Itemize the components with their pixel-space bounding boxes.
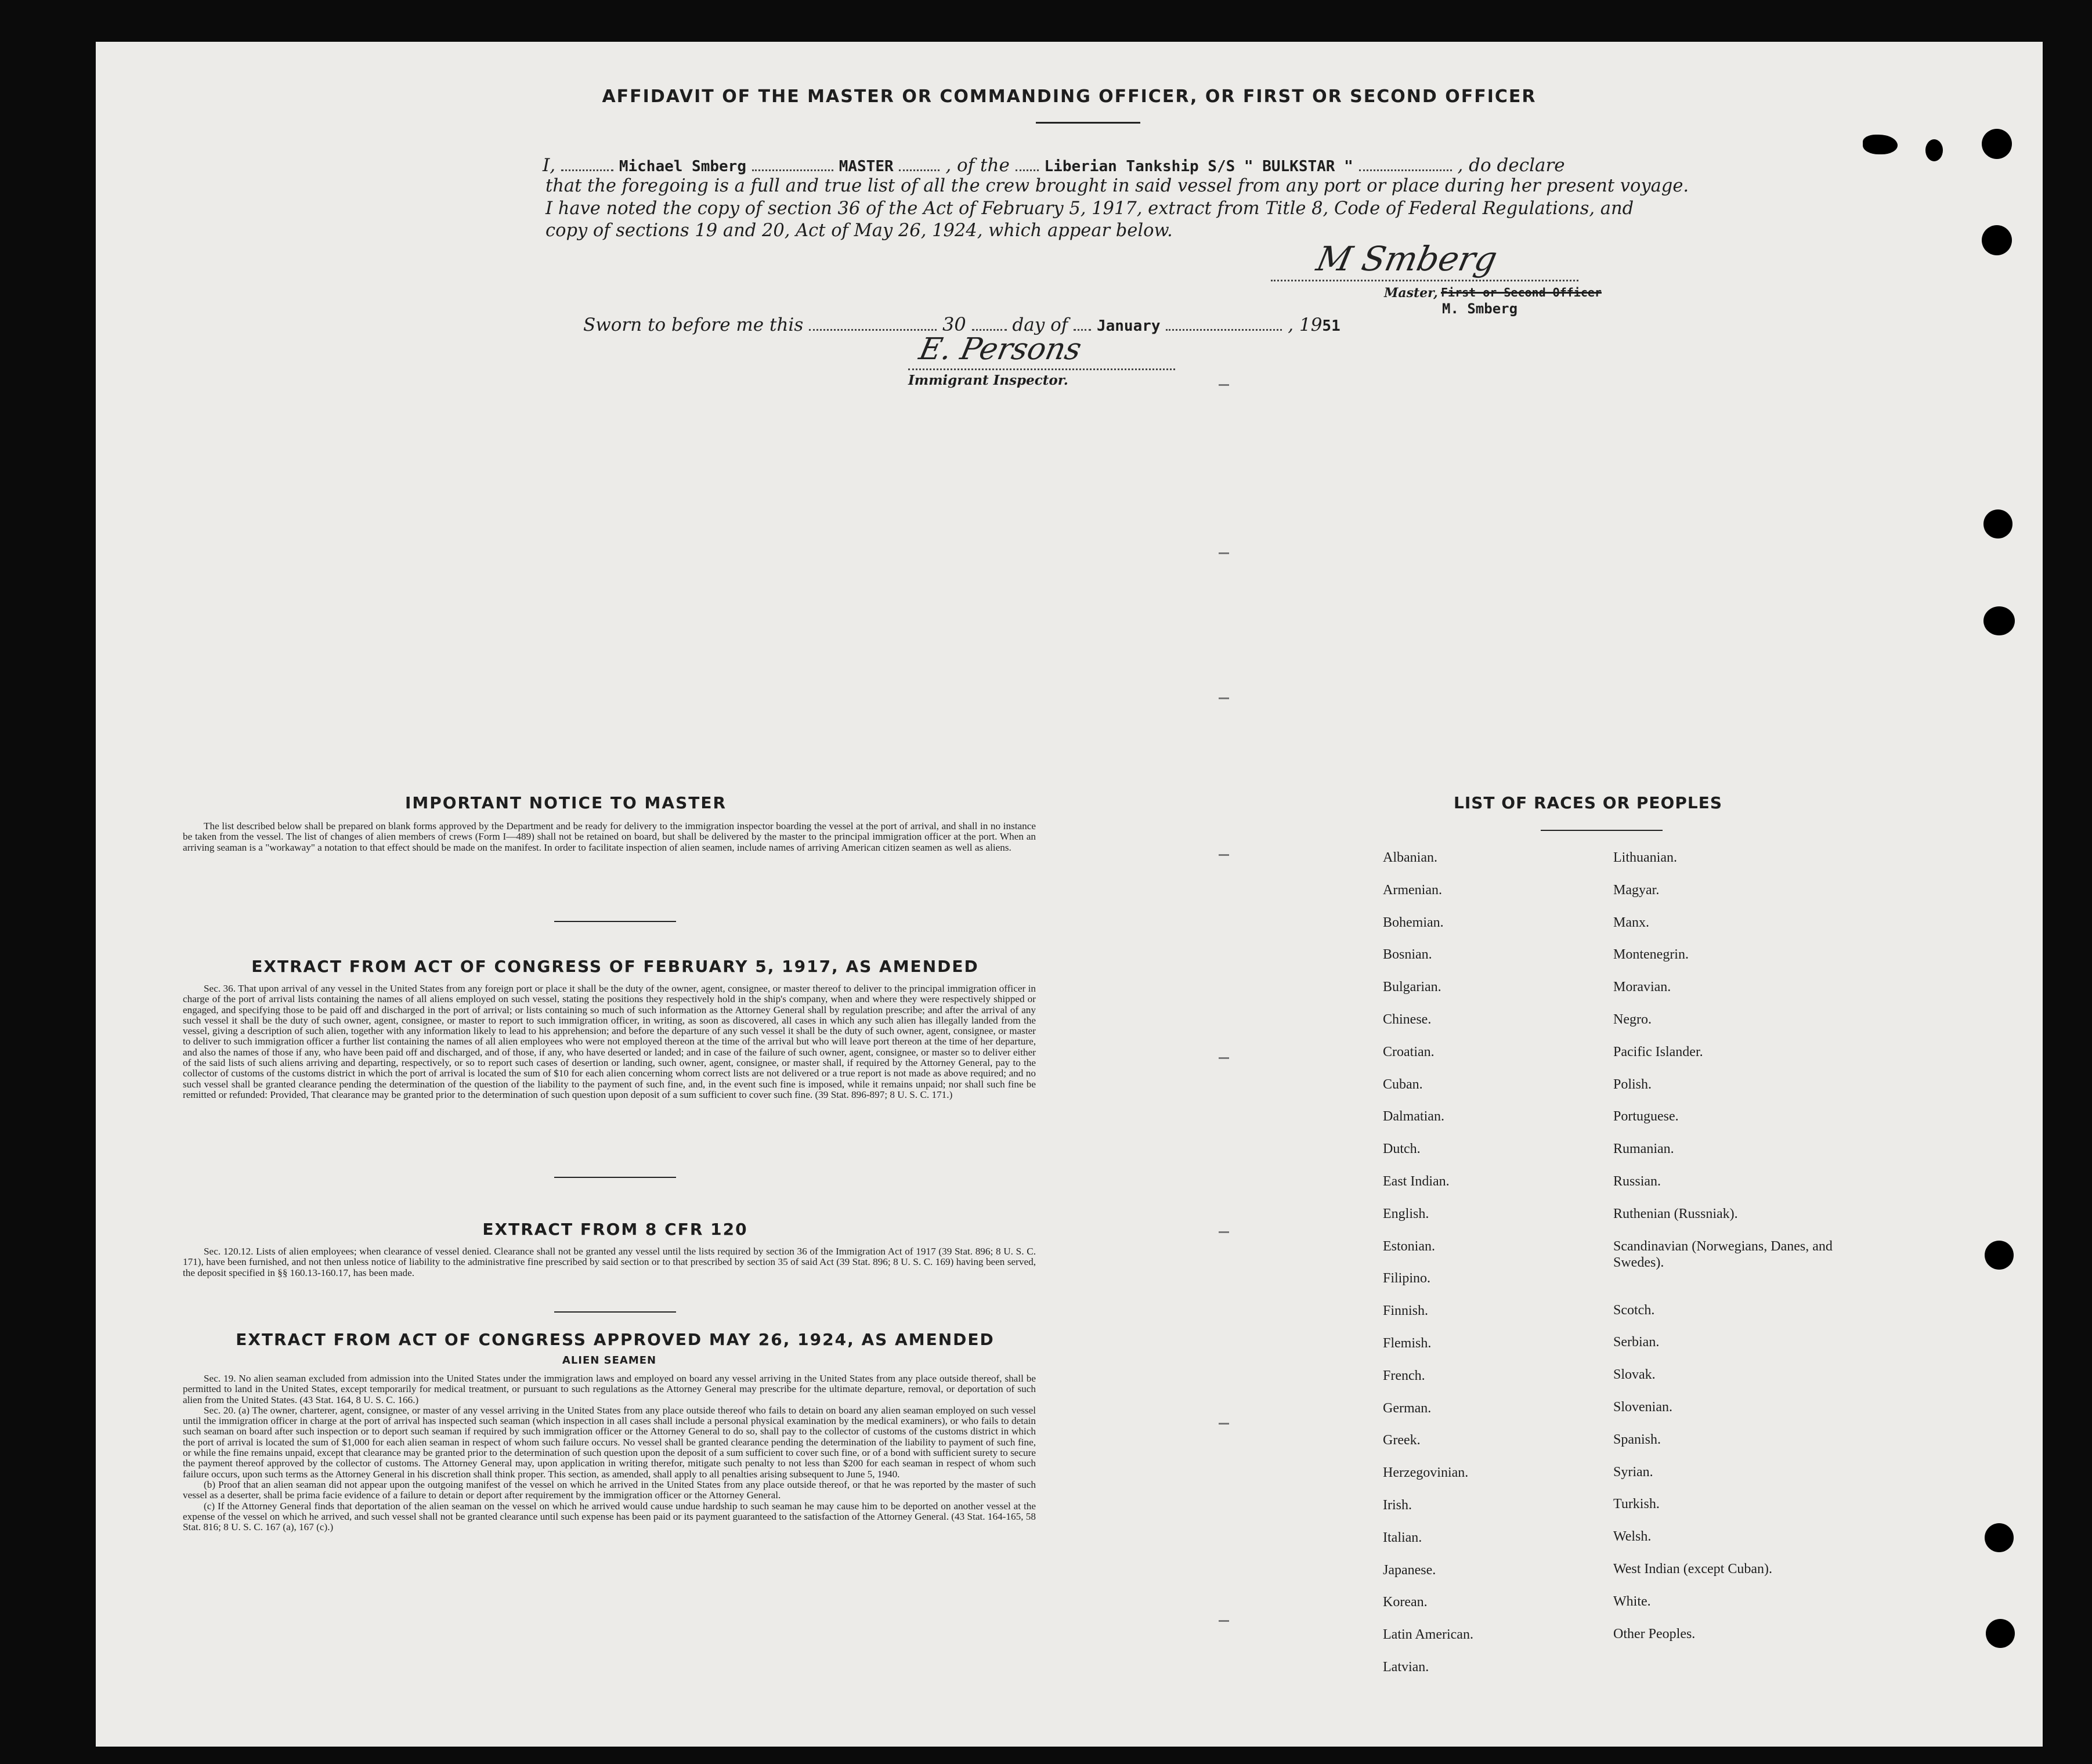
- punch-hole: [1983, 509, 2012, 538]
- race-item: Magyar.: [1613, 882, 1660, 898]
- section-rule: [554, 921, 676, 922]
- race-item: Turkish.: [1613, 1496, 1660, 1512]
- races-rule: [1541, 830, 1663, 831]
- i-label: I,: [543, 155, 556, 176]
- race-item: Lithuanian.: [1613, 850, 1677, 865]
- extract-1917-heading: EXTRACT FROM ACT OF CONGRESS OF FEBRUARY 5, 1917, AS AMENDED: [251, 957, 979, 976]
- race-item: Cuban.: [1383, 1076, 1423, 1092]
- extract-1924-heading: EXTRACT FROM ACT OF CONGRESS APPROVED MAY 26, 1924, AS AMENDED: [236, 1330, 995, 1349]
- race-item: Serbian.: [1613, 1335, 1660, 1350]
- title-rule: [1036, 122, 1140, 124]
- inspector-signature: E. Persons: [916, 332, 1085, 367]
- day-of-label: day of: [1012, 315, 1068, 335]
- races-heading: LIST OF RACES OR PEOPLES: [1454, 793, 1722, 812]
- struck-officer-text: First or Second Officer: [1441, 285, 1602, 299]
- race-item: Negro.: [1613, 1011, 1652, 1027]
- punch-hole: [1985, 1523, 2014, 1552]
- fold-mark: [1219, 1620, 1229, 1622]
- race-item: Filipino.: [1383, 1271, 1431, 1286]
- race-item: Estonian.: [1383, 1238, 1435, 1254]
- race-item: German.: [1383, 1400, 1432, 1416]
- document-page: [96, 42, 2043, 1747]
- race-item: Dalmatian.: [1383, 1109, 1444, 1125]
- master-label: Master,: [1384, 285, 1438, 301]
- race-item: Spanish.: [1613, 1432, 1661, 1447]
- dotted-fill: [1359, 152, 1452, 171]
- race-item: Manx.: [1613, 914, 1649, 930]
- fold-mark: [1219, 1057, 1229, 1059]
- race-item: English.: [1383, 1206, 1429, 1221]
- vessel-name: Liberian Tankship S/S " BULKSTAR ": [1044, 158, 1353, 175]
- master-rank: MASTER: [839, 158, 894, 175]
- extract-1917-paragraph: Sec. 36. That upon arrival of any vessel in the United States from any foreign port or place it shall be the duty of the owner, agent, consignee, or master thereof to deliver to the principal immigration officer in charge of the port of arrival lists containing the names of all aliens employed on such vessel, stating the positions they respectively hold in the ship's company, when and where they were respectively shipped or engaged, and specifying those to be paid off and discharged in the port of arrival; or lists containing so much of such information as the Attorney General shall by regulation prescribe; and after the arrival of any such vessel it shall be the duty of such owner, agent, consignee, or master to report to such immigration officer, in writing, as soon as discovered, all cases in which any such alien has illegally landed from the vessel, giving a description of such alien, together with any information likely to lead to his apprehension; and before the departure of any such vessel it shall be the duty of such owner, agent, consignee, or master to deliver to such immigration officer a further list containing the names of all alien employees who were not employed thereon at the time of the arrival but who will leave port thereon at the time of her departure, and also the names of those if any, who have been paid off and discharged, and of those, if any, who have deserted or landed; and in case of the failure of such owner, agent, consignee, or master so to deliver either of the said lists of such aliens arriving and departing, respectively, or so to report such cases of desertion or landing, such owner, agent, consignee, or master shall, if required by the Attorney General, pay to the collector of customs of the customs district in which the port of arrival is located the sum of $10 for each alien concerning whom correct lists are not delivered or a true report is not made as above required; and no such vessel shall be granted clearance pending the determination of the question of the liability to the payment of such fine, and, in the event such fine is imposed, while it remains unpaid; nor shall such fine be remitted or refunded: Provided, That clearance may be granted prior to the determination of such question upon deposit of a sum sufficient to cover such fine. (39 Stat. 896-897; 8 U. S. C. 171.): [183, 983, 1036, 1100]
- notice-heading: IMPORTANT NOTICE TO MASTER: [404, 793, 727, 812]
- sec-20a-paragraph: Sec. 20. (a) The owner, charterer, agent, consignee, or master of any vessel arriving in the United States from any place outside thereof who fails to detain on board any alien seaman employed on such vessel until the immigration officer in charge at the port of arrival has inspected such seaman (which inspection in all cases shall include a personal physical examination by the medical examiners), or who fails to detain such seaman on board after such inspection or to deport such seaman if required by such immigration officer or the Attorney General to do so, shall pay to the collector of customs of the customs district in which the port of arrival is located the sum of $1,000 for each alien seaman in respect of whom such failure occurs. No vessel shall be granted clearance pending the determination of the liability to payment of such fine, or while the fine remains unpaid, except that clearance may be granted prior to the determination of such question upon the deposit of a sum sufficient to cover such fine, or of a bond with sufficient surety to secure the payment thereof approved by the collector of customs. The Attorney General may, upon application in writing therefor, mitigate such penalty to not less than $200 for each seaman in respect of whom such failure occurs, upon such terms as the Attorney General in his discretion shall think proper. This section, as amended, shall apply to all penalties arising subsequent to June 5, 1940.: [183, 1404, 1036, 1480]
- sec-20b-paragraph: (b) Proof that an alien seaman did not appear upon the outgoing manifest of the vessel on which he arrived in the United States from any place outside thereof, or that he was reported by the master of such vessel as a deserter, shall be prima facie evidence of a failure to detain or deport after requirement by the immigration officer or the Attorney General.: [183, 1479, 1036, 1501]
- race-item: Pacific Islander.: [1613, 1044, 1703, 1060]
- dotted-fill: [752, 152, 833, 171]
- fold-mark: [1219, 552, 1229, 554]
- race-item: Bohemian.: [1383, 914, 1444, 930]
- race-item: White.: [1613, 1593, 1651, 1609]
- dotted-fill: [1074, 312, 1091, 331]
- race-item: Syrian.: [1613, 1464, 1653, 1480]
- races-left-column: [1383, 850, 1473, 1691]
- punch-hole: [1985, 1241, 2014, 1270]
- master-name: Michael Smberg: [619, 158, 746, 175]
- race-item: West Indian (except Cuban).: [1613, 1561, 1772, 1577]
- extract-1924-text: [183, 1373, 1036, 1532]
- punch-hole: [1986, 1619, 2015, 1648]
- race-item: Montenegrin.: [1613, 947, 1689, 963]
- race-item: Albanian.: [1383, 850, 1437, 865]
- affidavit-title: AFFIDAVIT OF THE MASTER OR COMMANDING OFFICER, OR FIRST OR SECOND OFFICER: [602, 86, 1537, 107]
- race-item: Finnish.: [1383, 1303, 1429, 1319]
- dotted-fill: [972, 312, 1007, 331]
- cfr-paragraph: Sec. 120.12. Lists of alien employees; when clearance of vessel denied. Clearance shall not be granted any vessel until the lists required by section 36 of the Immigration Act of 1917 (39 Stat. 896; 8 U. S. C. 171), have been furnished, and not then unless notice of liability to the administrative fine prescribed by said section or to that prescribed by section 35 of said Act (39 Stat. 896; 8 U. S. C. 169) having been served, the deposit specified in §§ 160.13-160.17, has been made.: [183, 1246, 1036, 1278]
- notice-text: [183, 821, 1036, 853]
- race-item: Italian.: [1383, 1530, 1422, 1545]
- race-item: Portuguese.: [1613, 1109, 1679, 1125]
- cfr-text: [183, 1246, 1036, 1278]
- fold-mark: [1219, 697, 1229, 699]
- race-item: Welsh.: [1613, 1529, 1652, 1545]
- sworn-year: 51: [1322, 317, 1341, 335]
- races-right-column: [1613, 850, 1857, 1658]
- alien-seamen-subheading: ALIEN SEAMEN: [562, 1354, 657, 1367]
- race-item: Slovenian.: [1613, 1399, 1672, 1415]
- race-item: Dutch.: [1383, 1141, 1421, 1157]
- race-item: Irish.: [1383, 1497, 1412, 1513]
- declaration-line-3: I have noted the copy of section 36 of the Act of February 5, 1917, extract from Title 8, Code of Federal Regulations, and: [545, 198, 1634, 219]
- punch-hole: [1983, 606, 2015, 635]
- cfr-heading: EXTRACT FROM 8 CFR 120: [482, 1220, 748, 1239]
- race-item: Russian.: [1613, 1173, 1661, 1189]
- race-item: Scotch.: [1613, 1302, 1655, 1318]
- race-item: East Indian.: [1383, 1173, 1450, 1189]
- of-the-label: , of the: [945, 155, 1010, 176]
- master-signature: M Smberg: [1313, 239, 1501, 279]
- race-item: Other Peoples.: [1613, 1626, 1696, 1642]
- race-item: Croatian.: [1383, 1044, 1435, 1060]
- sworn-label: Sworn to before me this: [583, 315, 804, 335]
- fold-mark: [1219, 1231, 1229, 1233]
- race-item: Flemish.: [1383, 1335, 1432, 1351]
- race-item: Latin American.: [1383, 1627, 1473, 1643]
- race-item: Polish.: [1613, 1076, 1652, 1092]
- sworn-month: January: [1096, 317, 1161, 335]
- extract-1917-text: [183, 984, 1036, 1100]
- race-item: Herzegovinian.: [1383, 1465, 1469, 1481]
- race-item: Korean.: [1383, 1595, 1428, 1610]
- fold-mark: [1219, 1423, 1229, 1425]
- dotted-fill: [899, 152, 940, 171]
- dotted-fill: [561, 152, 613, 171]
- ink-blot: [1863, 135, 1898, 154]
- race-item: Latvian.: [1383, 1659, 1429, 1675]
- fold-mark: [1219, 854, 1229, 856]
- race-item: Ruthenian (Russniak).: [1613, 1206, 1738, 1221]
- sworn-day: 30: [942, 313, 966, 335]
- ink-blot: [1925, 139, 1943, 161]
- race-item: Moravian.: [1613, 979, 1671, 995]
- race-item: Armenian.: [1383, 882, 1442, 898]
- race-item: Slovak.: [1613, 1367, 1656, 1383]
- do-declare-label: , do declare: [1457, 155, 1565, 176]
- declaration-line-4: copy of sections 19 and 20, Act of May 26, 1924, which appear below.: [545, 220, 1173, 241]
- punch-hole: [1982, 129, 2012, 159]
- race-item: Bosnian.: [1383, 947, 1432, 963]
- race-item: Rumanian.: [1613, 1141, 1674, 1157]
- dotted-fill: [809, 312, 937, 331]
- sec-20c-paragraph: (c) If the Attorney General finds that deportation of the alien seaman on the vessel on which he arrived would cause undue hardship to such seaman he may cause him to be deported on another vessel at the expense of the vessel on which he arrived, and such vessel shall not be granted clearance until such expense has been paid or its payment guaranteed to the satisfaction of the Attorney General. (43 Stat. 164-165, 58 Stat. 816; 8 U. S. C. 167 (a), 167 (c).): [183, 1500, 1036, 1533]
- dotted-fill: [1016, 152, 1039, 171]
- punch-hole: [1982, 225, 2012, 255]
- notice-paragraph: The list described below shall be prepared on blank forms approved by the Department and be ready for delivery to the immigration inspector boarding the vessel at the port of arrival, and shall in no instance be taken from the vessel. The list of changes of alien members of crews (Form I—489) shall not be retained on board, but shall be delivered by the master to the principal immigration officer at the port. When an arriving seaman is a "workaway" a notation to that effect should be made on the manifest. In order to facilitate inspection of alien seamen, include names of arriving American citizen seamen as well as aliens.: [183, 820, 1036, 853]
- declaration-line-1: [543, 152, 1565, 176]
- dotted-fill: [1166, 312, 1282, 331]
- inspector-label: Immigrant Inspector.: [908, 373, 1068, 388]
- section-rule: [554, 1311, 676, 1313]
- race-item: Japanese.: [1383, 1562, 1436, 1578]
- race-item: Chinese.: [1383, 1011, 1432, 1027]
- declaration-line-2: that the foregoing is a full and true list of all the crew brought in said vessel from any port or place during her present voyage.: [545, 176, 1689, 196]
- race-item: French.: [1383, 1368, 1425, 1383]
- sec-19-paragraph: Sec. 19. No alien seaman excluded from admission into the United States under the immigration laws and employed on board any vessel arriving in the United States from any place outside thereof, shall be permitted to land in the United States, except temporarily for medical treatment, or pursuant to such regulations as the Attorney General may prescribe for the ultimate departure, removal, or deportation of such alien from the United States. (43 Stat. 164, 8 U. S. C. 166.): [183, 1373, 1036, 1405]
- fold-mark: [1219, 384, 1229, 386]
- section-rule: [554, 1177, 676, 1178]
- race-item: Bulgarian.: [1383, 979, 1441, 995]
- race-item: Greek.: [1383, 1433, 1421, 1448]
- master-typed-name: M. Smberg: [1442, 301, 1518, 317]
- race-item: Scandinavian (Norwegians, Danes, and Swedes).: [1613, 1238, 1833, 1270]
- year-prefix: , 19: [1288, 315, 1323, 335]
- signature-line: [1271, 280, 1578, 281]
- inspector-signature-line: [908, 368, 1175, 370]
